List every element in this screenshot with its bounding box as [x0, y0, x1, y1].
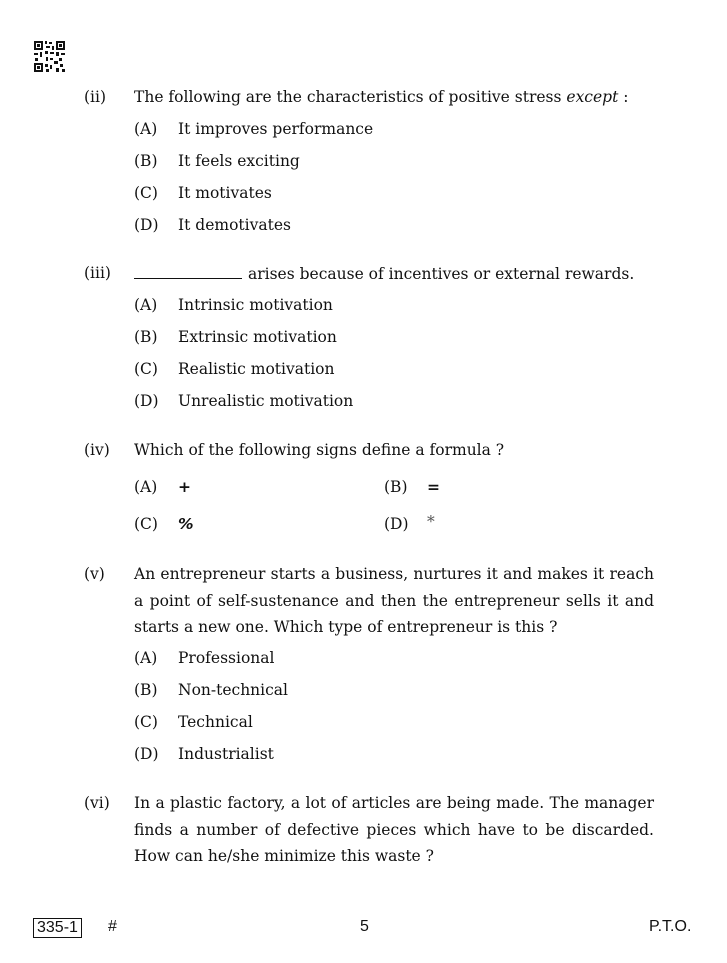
hash-mark: #: [108, 918, 117, 935]
pto-label: P.T.O.: [649, 918, 692, 935]
question-number-iv: (iv): [84, 441, 110, 459]
option-text: It motivates: [178, 184, 272, 202]
question-number-ii: (ii): [84, 88, 107, 106]
option-label: (C): [134, 713, 158, 731]
question-stem-ii: [134, 84, 654, 111]
option-label: (A): [134, 120, 158, 138]
question-number-vi: (vi): [84, 794, 110, 812]
question-number-iii: (iii): [84, 264, 111, 282]
option-label: (C): [134, 184, 158, 202]
option-text: Realistic motivation: [178, 360, 335, 378]
page-number: 5: [360, 918, 369, 935]
option-text: Extrinsic motivation: [178, 328, 337, 346]
option-label: (A): [134, 296, 158, 314]
option-label: (C): [134, 515, 158, 533]
option-label: (A): [134, 478, 158, 496]
option-symbol-percent: %: [178, 515, 194, 533]
option-label: (B): [134, 681, 158, 699]
option-text: Professional: [178, 649, 275, 667]
option-label: (A): [134, 649, 158, 667]
qr-code: [33, 40, 66, 73]
question-stem-v: An entrepreneur starts a business, nurtures it and makes it reach a point of self-sustenance and then the entrepreneur sells it and starts a new one. Which type of entrepreneur is this ?: [134, 565, 654, 636]
option-text: It demotivates: [178, 216, 291, 234]
paper-code: 335-1: [33, 918, 82, 938]
option-text: Industrialist: [178, 745, 274, 763]
option-text: Intrinsic motivation: [178, 296, 333, 314]
option-label: (B): [134, 328, 158, 346]
option-text: Non-technical: [178, 681, 288, 699]
question-stem-iii: [134, 264, 634, 283]
stem-text: arises because of incentives or external rewards.: [248, 265, 635, 283]
stem-text: The following are the characteristics of positive stress: [134, 88, 562, 106]
question-number-v: (v): [84, 565, 105, 583]
option-label: (B): [134, 152, 158, 170]
option-text: It feels exciting: [178, 152, 300, 170]
option-symbol-asterisk: *: [427, 513, 435, 531]
stem-emphasis: except: [566, 88, 619, 106]
option-label: (D): [384, 515, 409, 533]
option-label: (D): [134, 392, 159, 410]
option-text: It improves performance: [178, 120, 374, 138]
question-stem-iv: Which of the following signs define a formula ?: [134, 441, 505, 459]
option-symbol-plus: +: [178, 478, 191, 496]
option-label: (C): [134, 360, 158, 378]
option-label: (B): [384, 478, 408, 496]
option-symbol-equals: =: [427, 478, 440, 496]
option-label: (D): [134, 745, 159, 763]
option-label: (D): [134, 216, 159, 234]
stem-end: :: [623, 88, 629, 106]
fill-in-blank: [134, 264, 242, 279]
question-stem-vi: In a plastic factory, a lot of articles are being made. The manager finds a number of defective pieces which have to be discarded. How can he/she minimize this waste ?: [134, 794, 654, 865]
option-text: Technical: [178, 713, 253, 731]
option-text: Unrealistic motivation: [178, 392, 354, 410]
